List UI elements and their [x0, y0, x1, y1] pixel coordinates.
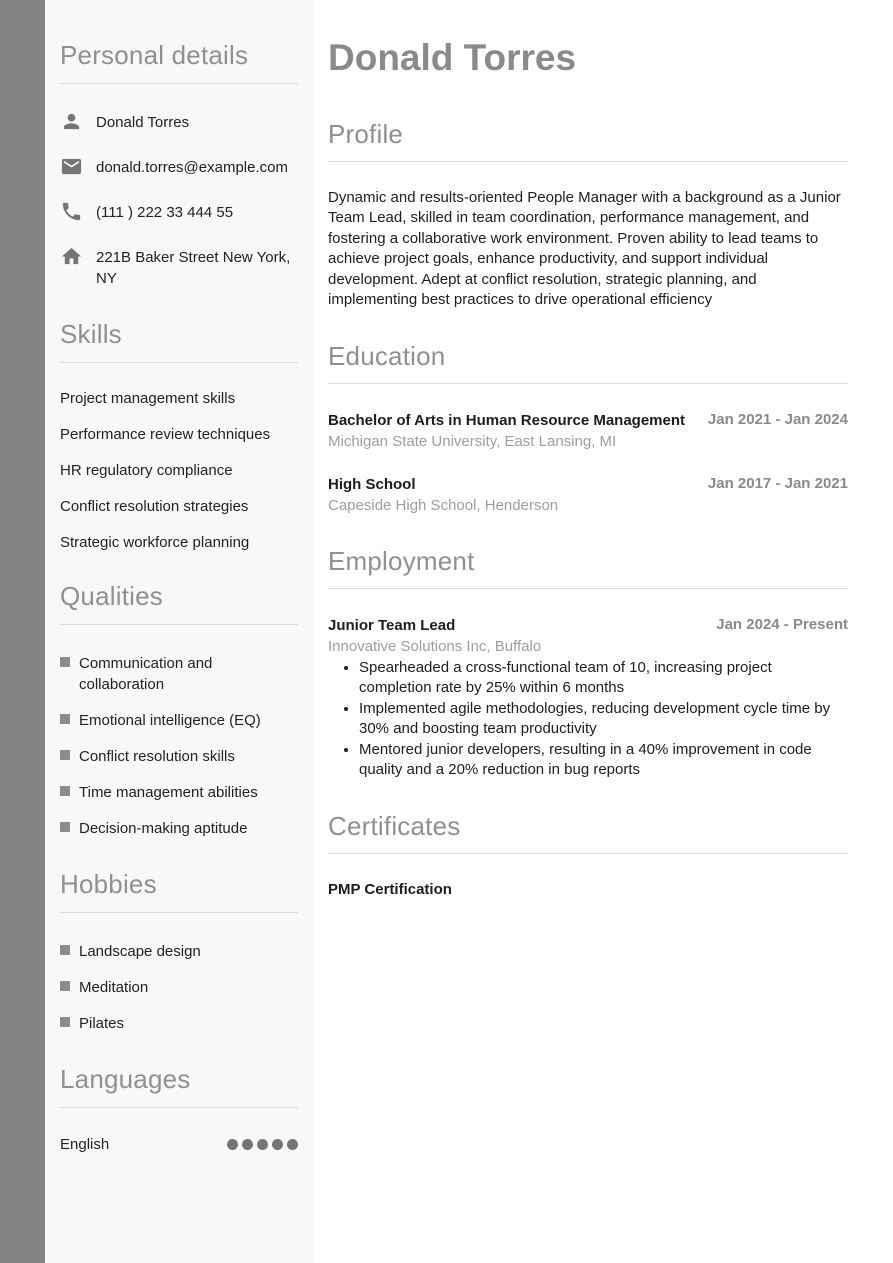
quality-item: Emotional intelligence (EQ) — [60, 710, 298, 731]
skill-item: HR regulatory compliance — [60, 462, 233, 479]
square-bullet-icon — [60, 945, 70, 955]
language-level-indicator — [227, 1139, 298, 1150]
education-dates: Jan 2017 - Jan 2021 — [707, 474, 848, 492]
square-bullet-icon — [60, 750, 70, 760]
hobbies-list — [60, 941, 298, 1034]
quality-item: Time management abilities — [60, 782, 298, 803]
profile-title: Profile — [328, 119, 848, 162]
school-name: Capeside High School, Henderson — [328, 496, 559, 514]
qualities-section — [60, 581, 298, 839]
language-row — [60, 1136, 298, 1153]
sidebar — [45, 0, 313, 1263]
hobby-item: Landscape design — [60, 941, 298, 962]
skill-item: Strategic workforce planning — [60, 534, 250, 551]
school-name: Michigan State University, East Lansing, MI — [328, 432, 617, 450]
square-bullet-icon — [60, 1017, 70, 1027]
home-icon — [60, 245, 83, 268]
language-level-dot — [257, 1139, 268, 1150]
languages-title: Languages — [60, 1064, 298, 1108]
person-icon — [60, 110, 83, 133]
company-name: Innovative Solutions Inc, Buffalo — [328, 637, 542, 655]
contact-name-row — [60, 110, 298, 133]
job-achievement: • Implemented agile methodologies, reducing development cycle time by 30% and boosting team productivity — [359, 699, 848, 740]
education-title: Education — [328, 341, 848, 384]
hobbies-section — [60, 869, 298, 1034]
skill-item: Conflict resolution strategies — [60, 498, 249, 515]
qualities-list — [60, 653, 298, 839]
employment-entry — [328, 615, 848, 781]
contact-list — [60, 110, 298, 289]
quality-item: Communication and collaboration — [60, 653, 298, 695]
skills-list — [60, 391, 298, 551]
square-bullet-icon — [60, 657, 70, 667]
languages-section — [60, 1064, 298, 1153]
education-entry — [328, 410, 848, 452]
language-name: English — [60, 1136, 110, 1153]
education-dates: Jan 2021 - Jan 2024 — [707, 410, 848, 428]
job-title: Junior Team Lead — [328, 616, 456, 634]
employment-section — [328, 546, 848, 781]
certificates-title: Certificates — [328, 811, 848, 854]
education-entry-header — [328, 474, 848, 495]
job-achievement: • Mentored junior developers, resulting in a 40% improvement in code quality and a 20% reduction in bug reports — [359, 740, 848, 781]
hobbies-title: Hobbies — [60, 869, 298, 913]
quality-item: Decision-making aptitude — [60, 818, 298, 839]
hobby-item: Pilates — [60, 1013, 298, 1034]
square-bullet-icon — [60, 786, 70, 796]
profile-text: Dynamic and results-oriented People Manager with a background as a Junior Team Lead, skilled in team coordination, performance management, and fostering a collaborative work environment. Proven ability to lead teams to achieve project goals, enhance productivity, and support individual development. Adept at conflict resolution, strategic planning, and implementing best practices to drive operational efficiency — [328, 188, 841, 309]
contact-email: donald.torres@example.com — [96, 159, 288, 176]
left-accent-bar — [0, 0, 45, 1263]
hobby-item: Meditation — [60, 977, 298, 998]
resume-name: Donald Torres — [328, 37, 577, 78]
degree-title: High School — [328, 475, 416, 493]
education-entry — [328, 474, 848, 516]
square-bullet-icon — [60, 981, 70, 991]
square-bullet-icon — [60, 714, 70, 724]
square-bullet-icon — [60, 822, 70, 832]
employment-entry-header — [328, 615, 848, 636]
contact-phone: (111 ) 222 33 444 55 — [96, 204, 234, 221]
education-section — [328, 341, 848, 516]
language-level-dot — [242, 1139, 253, 1150]
phone-icon — [60, 200, 83, 223]
employment-dates: Jan 2024 - Present — [716, 615, 848, 633]
job-achievement: • Spearheaded a cross-functional team of 10, increasing project completion rate by 25% within 6 months — [359, 658, 848, 699]
language-level-dot — [287, 1139, 298, 1150]
language-level-dot — [272, 1139, 283, 1150]
personal-details-section — [60, 40, 298, 289]
skills-section — [60, 319, 298, 551]
skill-item: Performance review techniques — [60, 426, 271, 443]
email-icon — [60, 155, 83, 178]
certificate-name: PMP Certification — [328, 880, 452, 898]
quality-item: Conflict resolution skills — [60, 746, 298, 767]
personal-details-title: Personal details — [60, 40, 298, 84]
contact-phone-row — [60, 200, 298, 223]
language-level-dot — [227, 1139, 238, 1150]
skill-item: Project management skills — [60, 390, 236, 407]
job-achievements-list — [328, 658, 848, 781]
profile-section — [328, 119, 848, 311]
education-entry-header — [328, 410, 848, 431]
contact-name: Donald Torres — [96, 114, 190, 131]
degree-title: Bachelor of Arts in Human Resource Management — [328, 411, 686, 429]
employment-title: Employment — [328, 546, 848, 589]
employment-entries — [328, 615, 848, 781]
resume-main — [313, 0, 893, 1263]
education-entries — [328, 410, 848, 516]
certificates-section — [328, 811, 848, 898]
qualities-title: Qualities — [60, 581, 298, 625]
skills-title: Skills — [60, 319, 298, 363]
contact-address: 221B Baker Street New York, NY — [96, 249, 291, 287]
contact-address-row — [60, 245, 298, 289]
contact-email-row — [60, 155, 298, 178]
